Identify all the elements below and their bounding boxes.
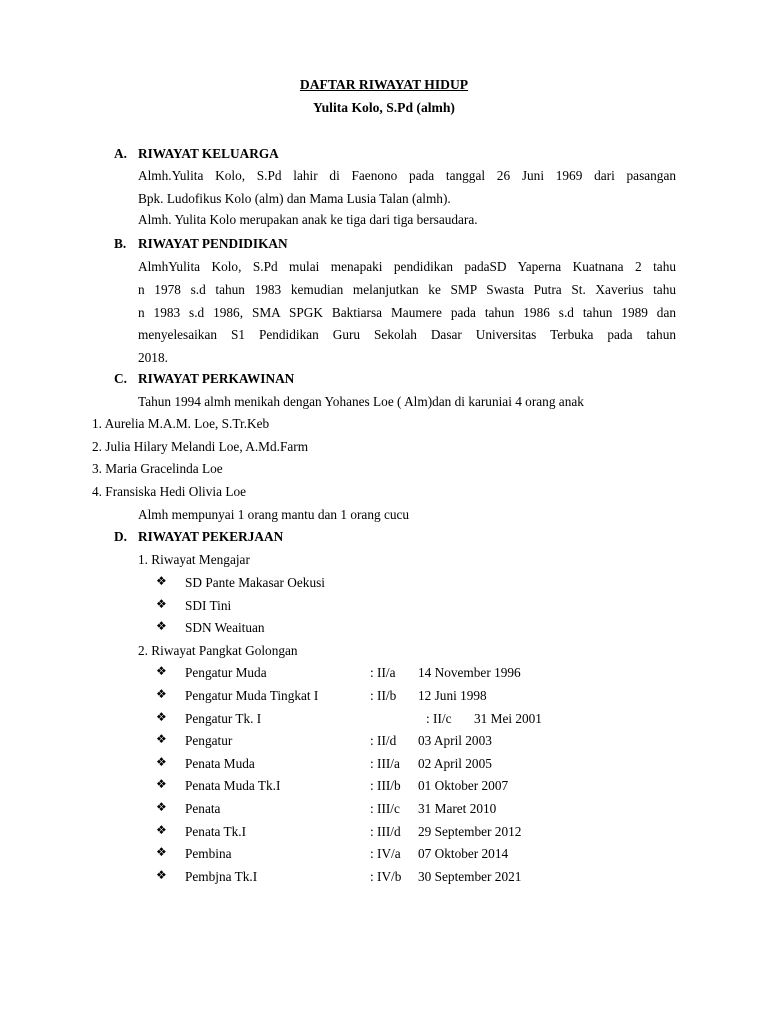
diamond-bullet-icon: ❖	[156, 777, 167, 791]
section-letter: B.	[114, 236, 127, 251]
section-a-note: Almh. Yulita Kolo merupakan anak ke tiga dari tiga bersaudara.	[138, 212, 478, 227]
paragraph-line: 2018.	[138, 350, 168, 366]
rank-row	[156, 846, 576, 864]
paragraph-line: Almh.Yulita Kolo, S.Pd lahir di Faenono pada tanggal 26 Juni 1969 dari pasangan	[138, 168, 676, 183]
diamond-bullet-icon: ❖	[156, 574, 167, 588]
rank-grade: : II/c	[426, 711, 452, 726]
child-item: 4. Fransiska Hedi Olivia Loe	[92, 484, 246, 499]
rank-history-label: 2. Riwayat Pangkat Golongan	[138, 643, 298, 658]
rank-date: 31 Mei 2001	[474, 711, 542, 726]
diamond-bullet-icon: ❖	[156, 868, 167, 882]
marriage-intro: Tahun 1994 almh menikah dengan Yohanes Loe ( Alm)dan di karuniai 4 orang anak	[138, 394, 584, 409]
rank-date: 31 Maret 2010	[418, 801, 497, 816]
rank-date: 02 April 2005	[418, 756, 492, 771]
paragraph-line: menyelesaikan S1 Pendidikan Guru Sekolah Dasar Universitas Terbuka pada tahun	[138, 327, 676, 343]
section-letter: C.	[114, 371, 127, 386]
rank-name: Penata Muda	[185, 756, 255, 771]
diamond-bullet-icon: ❖	[156, 664, 167, 678]
rank-grade: : III/a	[370, 756, 400, 771]
child-item: 3. Maria Gracelinda Loe	[92, 461, 223, 476]
rank-date: 30 September 2021	[418, 869, 522, 884]
rank-grade: : III/b	[370, 778, 401, 793]
rank-grade: : II/d	[370, 733, 397, 748]
document-subtitle: Yulita Kolo, S.Pd (almh)	[313, 100, 455, 115]
school-name: SDN Weaituan	[185, 620, 265, 635]
rank-row	[156, 801, 576, 819]
rank-date: 12 Juni 1998	[418, 688, 487, 703]
section-title: RIWAYAT PENDIDIKAN	[138, 236, 288, 251]
diamond-bullet-icon: ❖	[156, 710, 167, 724]
rank-grade: : III/d	[370, 824, 401, 839]
rank-grade: : II/b	[370, 688, 397, 703]
diamond-bullet-icon: ❖	[156, 597, 167, 611]
child-item: 2. Julia Hilary Melandi Loe, A.Md.Farm	[92, 439, 309, 454]
rank-date: 07 Oktober 2014	[418, 846, 509, 861]
rank-row	[156, 756, 576, 774]
document-title: DAFTAR RIWAYAT HIDUP	[299, 77, 469, 92]
rank-row	[156, 733, 576, 751]
rank-row	[156, 665, 576, 683]
rank-name: Pembina	[185, 846, 232, 861]
paragraph-line: n 1978 s.d tahun 1983 kemudian melanjutkan ke SMP Swasta Putra St. Xaverius tahu	[138, 281, 676, 297]
diamond-bullet-icon: ❖	[156, 800, 167, 814]
section-a-paragraph	[138, 165, 676, 211]
diamond-bullet-icon: ❖	[156, 619, 167, 633]
rank-name: Pengatur Tk. I	[185, 711, 262, 726]
diamond-bullet-icon: ❖	[156, 755, 167, 769]
section-a-heading	[114, 146, 279, 162]
marriage-outro: Almh mempunyai 1 orang mantu dan 1 orang cucu	[138, 507, 410, 522]
school-name: SDI Tini	[185, 598, 232, 613]
teaching-history-label: 1. Riwayat Mengajar	[138, 552, 250, 567]
rank-name: Pengatur	[185, 733, 233, 748]
rank-row	[156, 688, 576, 706]
rank-row	[156, 711, 576, 729]
section-b-heading	[114, 236, 288, 252]
section-b-paragraph	[138, 256, 676, 370]
rank-name: Pengatur Muda	[185, 665, 267, 680]
section-title: RIWAYAT KELUARGA	[138, 146, 279, 161]
section-letter: A.	[114, 146, 127, 161]
rank-grade: : IV/b	[370, 869, 402, 884]
rank-date: 29 September 2012	[418, 824, 522, 839]
paragraph-line: AlmhYulita Kolo, S.Pd mulai menapaki pendidikan padaSD Yaperna Kuatnana 2 tahu	[138, 259, 676, 274]
rank-grade: : II/a	[370, 665, 396, 680]
school-name: SD Pante Makasar Oekusi	[185, 575, 325, 590]
rank-row	[156, 778, 576, 796]
rank-row	[156, 824, 576, 842]
rank-name: Pembjna Tk.I	[185, 869, 258, 884]
section-title: RIWAYAT PERKAWINAN	[138, 371, 295, 386]
rank-date: 14 November 1996	[418, 665, 521, 680]
rank-name: Penata	[185, 801, 221, 816]
paragraph-line: Bpk. Ludofikus Kolo (alm) dan Mama Lusia Talan (almh).	[138, 190, 451, 206]
section-c-heading	[114, 371, 294, 387]
rank-date: 03 April 2003	[418, 733, 492, 748]
section-d-heading	[114, 529, 283, 545]
diamond-bullet-icon: ❖	[156, 845, 167, 859]
diamond-bullet-icon: ❖	[156, 732, 167, 746]
rank-grade: : IV/a	[370, 846, 401, 861]
rank-date: 01 Oktober 2007	[418, 778, 509, 793]
child-item: 1. Aurelia M.A.M. Loe, S.Tr.Keb	[92, 416, 270, 431]
rank-name: Pengatur Muda Tingkat I	[185, 688, 319, 703]
paragraph-line: n 1983 s.d 1986, SMA SPGK Baktiarsa Maumere pada tahun 1986 s.d tahun 1989 dan	[138, 304, 676, 320]
rank-row	[156, 869, 576, 887]
section-title: RIWAYAT PEKERJAAN	[138, 529, 284, 544]
rank-grade: : III/c	[370, 801, 400, 816]
rank-name: Penata Muda Tk.I	[185, 778, 281, 793]
section-letter: D.	[114, 529, 127, 544]
diamond-bullet-icon: ❖	[156, 823, 167, 837]
diamond-bullet-icon: ❖	[156, 687, 167, 701]
rank-name: Penata Tk.I	[185, 824, 247, 839]
